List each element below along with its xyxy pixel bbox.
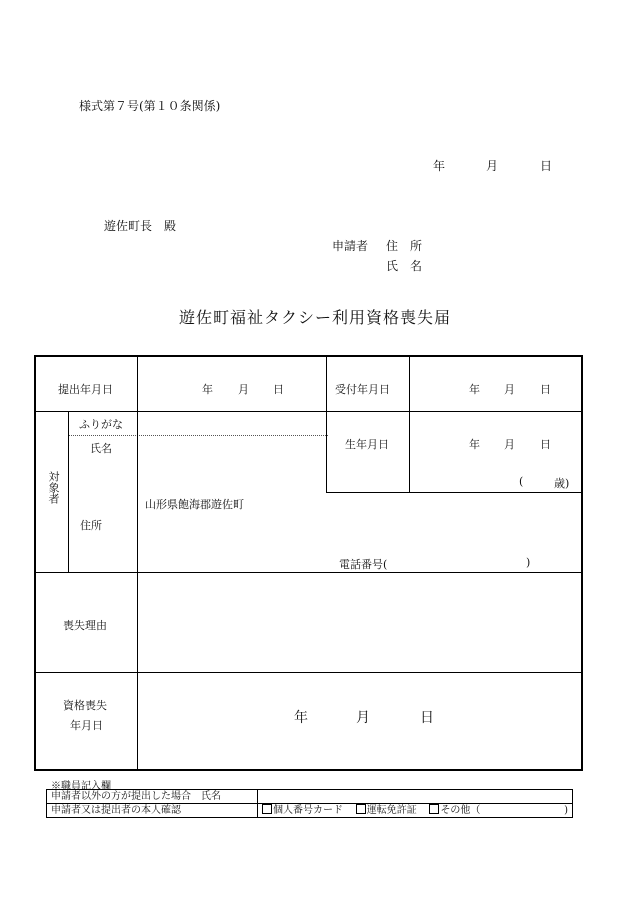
address-prefix: 山形県飽海郡遊佐町 (145, 498, 244, 511)
furigana-label: ふりがな (79, 418, 123, 431)
addressee: 遊佐町長 殿 (104, 219, 177, 233)
loss-date-label-2: 年月日 (70, 719, 103, 732)
row-divider (36, 672, 581, 673)
checkbox-icon (356, 804, 366, 814)
checkbox-icon (262, 804, 272, 814)
birth-date-year: 年 (469, 438, 480, 451)
received-date-label: 受付年月日 (335, 383, 390, 396)
table-row (47, 790, 573, 804)
address-input[interactable] (139, 494, 579, 544)
staff-row2-label: 申請者又は提出者の本人確認 (47, 804, 258, 818)
column-divider (68, 411, 69, 572)
form-title: 遊佐町福祉タクシー利用資格喪失届 (178, 308, 451, 327)
received-date-day: 日 (540, 383, 551, 396)
applicant-name-label: 氏 名 (386, 259, 423, 273)
top-date-month: 月 (486, 159, 499, 173)
submitter-name-input[interactable] (258, 790, 573, 804)
submit-date-year: 年 (202, 383, 213, 396)
row-divider (36, 572, 581, 573)
top-date-day: 日 (540, 159, 553, 173)
column-divider (137, 357, 138, 769)
furigana-input[interactable] (139, 413, 325, 434)
submit-date-day: 日 (273, 383, 284, 396)
reason-label: 喪失理由 (63, 619, 107, 632)
received-date-month: 月 (504, 383, 515, 396)
address-label: 住所 (80, 519, 102, 532)
submit-date-month: 月 (238, 383, 249, 396)
top-date-year: 年 (433, 159, 446, 173)
row-divider (326, 492, 581, 493)
applicant-label: 申請者 (332, 239, 369, 253)
reason-input[interactable] (139, 574, 579, 670)
identity-check-options (258, 804, 573, 818)
submit-date-label: 提出年月日 (58, 383, 113, 396)
table-row (47, 804, 573, 818)
row-divider (36, 411, 581, 412)
phone-close-paren: ) (526, 556, 531, 569)
staff-row1-label: 申請者以外の方が提出した場合 氏名 (47, 790, 258, 804)
name-input[interactable] (139, 437, 325, 491)
option-other-close: ) (564, 805, 568, 816)
loss-date-year: 年 (294, 710, 308, 726)
column-divider (326, 357, 327, 492)
form-number: 様式第７号(第１０条関係) (79, 99, 221, 113)
column-divider (409, 357, 410, 492)
loss-date-month: 月 (356, 710, 370, 726)
birth-date-month: 月 (504, 438, 515, 451)
name-label: 氏名 (90, 442, 112, 455)
age-suffix: 歳) (554, 477, 570, 490)
option-other[interactable]: その他（ (429, 805, 480, 816)
furigana-divider (68, 435, 328, 436)
checkbox-icon (429, 804, 439, 814)
target-person-label: 対象者 (47, 471, 60, 504)
applicant-address-label: 住 所 (386, 239, 423, 253)
birth-date-day: 日 (540, 438, 551, 451)
staff-use-label: ※職員記入欄 (51, 781, 111, 792)
received-date-year: 年 (469, 383, 480, 396)
phone-label: 電話番号( (339, 558, 388, 571)
age-open-paren: ( (519, 475, 524, 488)
application-form-table (34, 355, 583, 771)
loss-date-label: 資格喪失 (63, 699, 107, 712)
option-drivers-license[interactable]: 運転免許証 (356, 805, 417, 816)
staff-use-table (46, 789, 573, 818)
birth-date-label: 生年月日 (345, 438, 389, 451)
loss-date-day: 日 (420, 710, 434, 726)
option-mynumber-card[interactable]: 個人番号カード (262, 805, 343, 816)
